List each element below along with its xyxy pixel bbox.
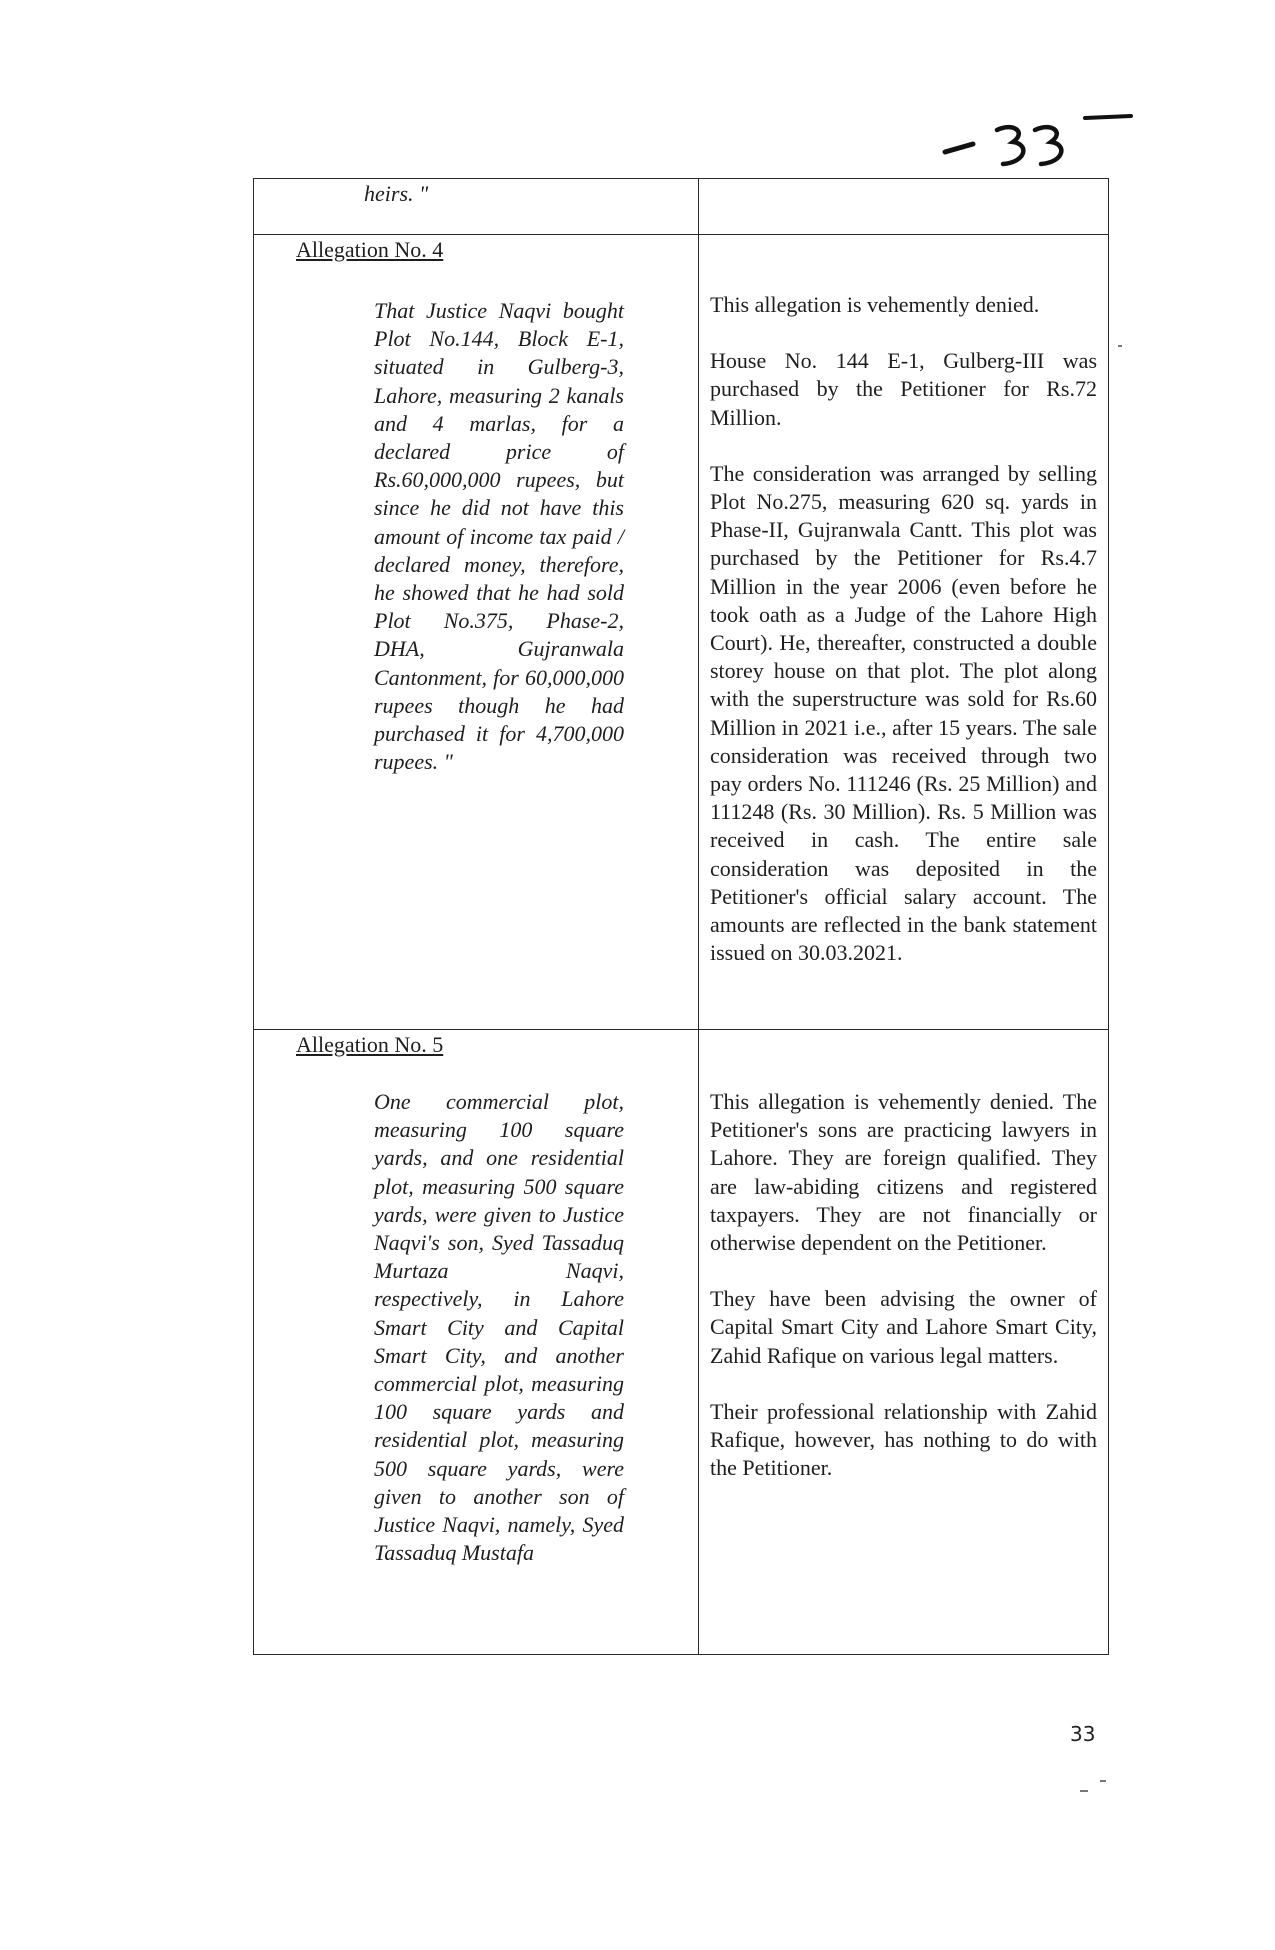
response-paragraph: This allegation is vehemently denied. The Petitioner's sons are practicing lawyers in Lahore. They are foreign qualified. They are law-abiding citizens and registered taxpayers. They are not financially or otherwise dependent on the Petitioner. <box>710 1089 1097 1256</box>
continued-text: heirs. " <box>364 181 429 206</box>
handwritten-page-mark <box>935 108 1135 178</box>
allegation-heading: Allegation No. 5 <box>296 1032 444 1057</box>
response-paragraph: Their professional relationship with Zahid Rafique, however, has nothing to do with the Petitioner. <box>710 1398 1097 1481</box>
response-paragraph: They have been advising the owner of Capital Smart City and Lahore Smart City, Zahid Rafique on various legal matters. <box>710 1286 1097 1368</box>
allegation-text: One commercial plot, measuring 100 square yards, and one residential plot, measuring 500 square yards, were given to Justice Naqvi's son, Syed Tassaduq Murtaza Naqvi, respectively, in Lahore Smart City and Capital Smart City, and another commercial plot, measuring 100 square yards and residential plot, measuring 500 square yards, were given to another son of Justice Naqvi, namely, Syed Tassaduq Mustafa <box>374 1089 624 1566</box>
scan-speck <box>1118 345 1122 347</box>
right-cell <box>699 179 1109 235</box>
page-number: 33 <box>1070 1722 1096 1746</box>
response-text <box>699 1030 1108 1482</box>
response-paragraph: This allegation is vehemently denied. <box>710 292 1040 317</box>
response-text <box>699 235 1108 967</box>
table-row <box>254 179 1109 235</box>
allegation-text: That Justice Naqvi bought Plot No.144, Block E-1, situated in Gulberg-3, Lahore, measuring 2 kanals and 4 marlas, for a declared price of Rs.60,000,000 rupees, but since he did not have this amount of income tax paid / declared money, therefore, he showed that he had sold Plot No.375, Phase-2, DHA, Gujranwala Cantonment, for 60,000,000 rupees though he had purchased it for 4,700,000 rupees. " <box>374 298 624 775</box>
scan-speck <box>1100 1780 1106 1782</box>
table-row <box>254 235 1109 1030</box>
response-cell <box>699 1030 1109 1655</box>
allegation-heading: Allegation No. 4 <box>296 237 444 262</box>
response-paragraph: The consideration was arranged by selling Plot No.275, measuring 620 sq. yards in Phase-II, Gujranwala Cantt. This plot was purchased by the Petitioner for Rs.4.7 Million in the year 2006 (even before he took oath as a Judge of the Lahore High Court). He, thereafter, constructed a double storey house on that plot. The plot along with the superstructure was sold for Rs.60 Million in 2021 i.e., after 15 years. The sale consideration was received through two pay orders No. 111246 (Rs. 25 Million) and 111248 (Rs. 30 Million). Rs. 5 Million was received in cash. The entire sale consideration was deposited in the Petitioner's official salary account. The amounts are reflected in the bank statement issued on 30.03.2021. <box>710 460 1097 966</box>
allegations-table <box>253 178 1109 1655</box>
allegation-cell <box>254 235 699 1030</box>
handwritten-33-icon <box>935 108 1135 178</box>
scan-speck <box>1080 1790 1088 1792</box>
left-cell <box>254 179 699 235</box>
response-cell <box>699 235 1109 1030</box>
table-row <box>254 1030 1109 1655</box>
response-paragraph: House No. 144 E-1, Gulberg-III was purchased by the Petitioner for Rs.72 Million. <box>710 348 1097 430</box>
allegation-cell <box>254 1030 699 1655</box>
